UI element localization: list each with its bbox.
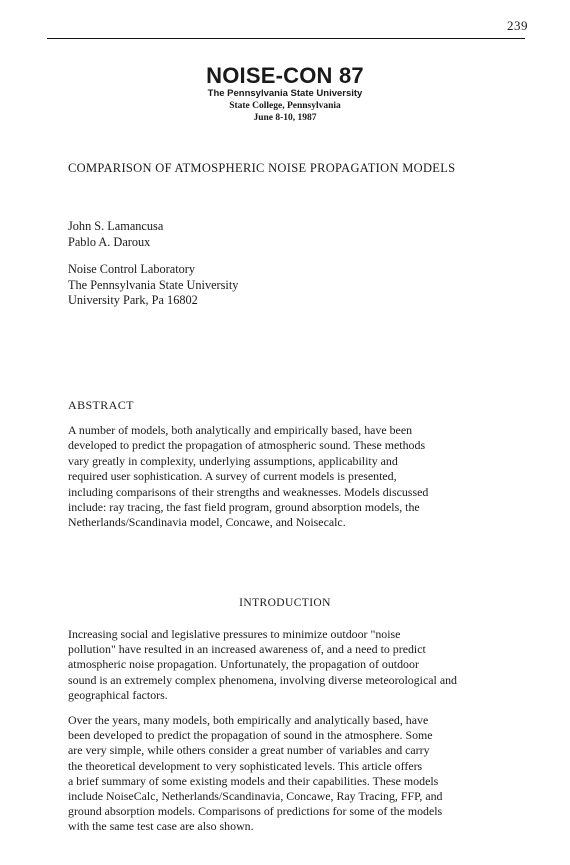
abstract-line: including comparisons of their strengths and weaknesses. Models discussed <box>68 484 429 499</box>
affiliation-line: The Pennsylvania State University <box>68 277 239 292</box>
abstract-body <box>68 423 518 531</box>
abstract-line: required user sophistication. A survey of current models is presented, <box>68 469 397 484</box>
conference-location: State College, Pennsylvania <box>229 101 341 111</box>
conference-dates: June 8-10, 1987 <box>253 113 317 123</box>
abstract-line: A number of models, both analytically and empirically based, have been <box>68 423 413 437</box>
introduction-paragraph <box>68 713 528 835</box>
author-list <box>68 218 163 250</box>
affiliation-line: University Park, Pa 16802 <box>68 293 198 307</box>
abstract-line: developed to predict the propagation of atmospheric sound. These methods <box>68 438 426 453</box>
paragraph-line: with the same test case are also shown. <box>68 819 254 834</box>
author: Pablo A. Daroux <box>68 235 151 249</box>
paper-title: COMPARISON OF ATMOSPHERIC NOISE PROPAGATION MODELS <box>68 161 456 175</box>
affiliation-line: Noise Control Laboratory <box>68 262 196 276</box>
paragraph-line: pollution" have resulted in an increased awareness of, and a need to predict <box>68 642 426 657</box>
paragraph-line: sound is an extremely complex phenomena, involving diverse meteorological and <box>68 672 457 687</box>
paragraph-line: Increasing social and legislative pressures to minimize outdoor "noise <box>68 627 401 641</box>
conference-university: The Pennsylvania State University <box>207 88 363 99</box>
introduction-paragraph <box>68 627 528 703</box>
paragraph-line: ground absorption models. Comparisons of predictions for some of the models <box>68 804 443 819</box>
paragraph-line: include NoiseCalc, Netherlands/Scandinavia, Concawe, Ray Tracing, FFP, and <box>68 789 443 804</box>
paragraph-line: atmospheric noise propagation. Unfortunately, the propagation of outdoor <box>68 657 419 672</box>
header-rule <box>47 38 525 39</box>
conference-name: NOISE-CON 87 <box>206 63 364 88</box>
page-number: 239 <box>507 18 528 33</box>
affiliation <box>68 262 238 309</box>
paragraph-line: are very simple, while others consider a great number of variables and carry <box>68 743 430 758</box>
abstract-line: Netherlands/Scandinavia model, Concawe, and Noisecalc. <box>68 515 346 530</box>
paragraph-line: a brief summary of some existing models and their capabilities. These models <box>68 773 439 788</box>
paragraph-line: the theoretical development to very sophisticated levels. This article offers <box>68 758 423 773</box>
paragraph-line: Over the years, many models, both empirically and analytically based, have <box>68 713 429 727</box>
conference-header <box>0 64 570 124</box>
paragraph-line: geographical factors. <box>68 687 168 702</box>
abstract-line: vary greatly in complexity, underlying assumptions, applicability and <box>68 453 398 468</box>
author: John S. Lamancusa <box>68 219 164 233</box>
paragraph-line: been developed to predict the propagation of sound in the atmosphere. Some <box>68 728 433 743</box>
abstract-heading: ABSTRACT <box>68 398 134 412</box>
abstract-line: include: ray tracing, the fast field program, ground absorption models, the <box>68 500 420 515</box>
introduction-heading: INTRODUCTION <box>239 597 331 609</box>
